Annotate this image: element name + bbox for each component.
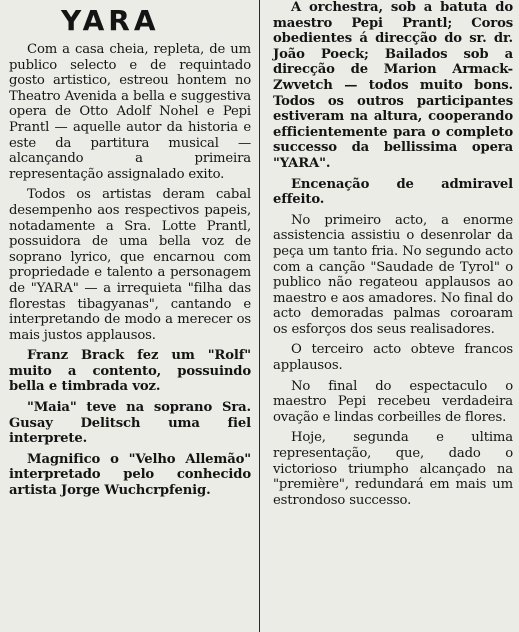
right-paragraphs xyxy=(273,0,513,508)
paragraph: Todos os artistas deram cabal desempenho aos respectivos papeis, notadamente a Sra. Lotte Prantl, possuidora de uma bella voz de soprano lyrico, que encarnou com propriedade e talento a personagem de "YARA" — a irrequieta "filha das florestas tibagyanas", cantando e interpretando de modo a merecer os mais justos applausos. xyxy=(9,187,251,343)
paragraph: "Maia" teve na soprano Sra. Gusay Delitsch uma fiel interprete. xyxy=(9,400,251,447)
article-title: YARA xyxy=(61,4,160,37)
paragraph: No final do espectaculo o maestro Pepi recebeu verdadeira ovação e lindas corbeilles de flores. xyxy=(273,378,513,425)
right-column xyxy=(267,0,517,632)
column-divider xyxy=(259,0,260,632)
paragraph: Hoje, segunda e ultima representação, que, dado o victorioso triumpho alcançado na "première", redundará em mais um estrondoso successo. xyxy=(273,430,513,508)
paragraph: A orchestra, sob a batuta do maestro Pepi Prantl; Coros obedientes á direcção do sr. dr. João Poeck; Bailados sob a direcção de Marion Armack-Zwvetch — todos muito bons. Todos os outros participantes estiveram na altura, cooperando efficientemente para o completo successo da bellissima opera "YARA". xyxy=(273,0,513,171)
paragraph: No primeiro acto, a enorme assistencia assistiu o desenrolar da peça um tanto fria. No segundo acto com a canção "Saudade de Tyrol" o publico não regateou applausos ao maestro e aos amadores. No final do acto demoradas palmas coroaram os esforços dos seus realisadores. xyxy=(273,212,513,337)
paragraph: Franz Brack fez um "Rolf" muito a contento, possuindo bella e timbrada voz. xyxy=(9,348,251,395)
paragraph: Com a casa cheia, repleta, de um publico selecto e de requintado gosto artistico, estreou hontem no Theatro Avenida a bella e suggestiva opera de Otto Adolf Nohel e Pepi Prantl — aquelle autor da historia e este da partitura musical — alcançando a primeira representação assignalado exito. xyxy=(9,42,251,182)
paragraph: Magnifico o "Velho Allemão" interpretado pelo conhecido artista Jorge Wuchcrpfenig. xyxy=(9,451,251,499)
left-column xyxy=(3,0,255,632)
paragraph: O terceiro acto obteve francos applausos. xyxy=(273,342,513,374)
left-paragraphs xyxy=(9,42,251,499)
paragraph: Encenação de admiravel effeito. xyxy=(273,176,513,208)
